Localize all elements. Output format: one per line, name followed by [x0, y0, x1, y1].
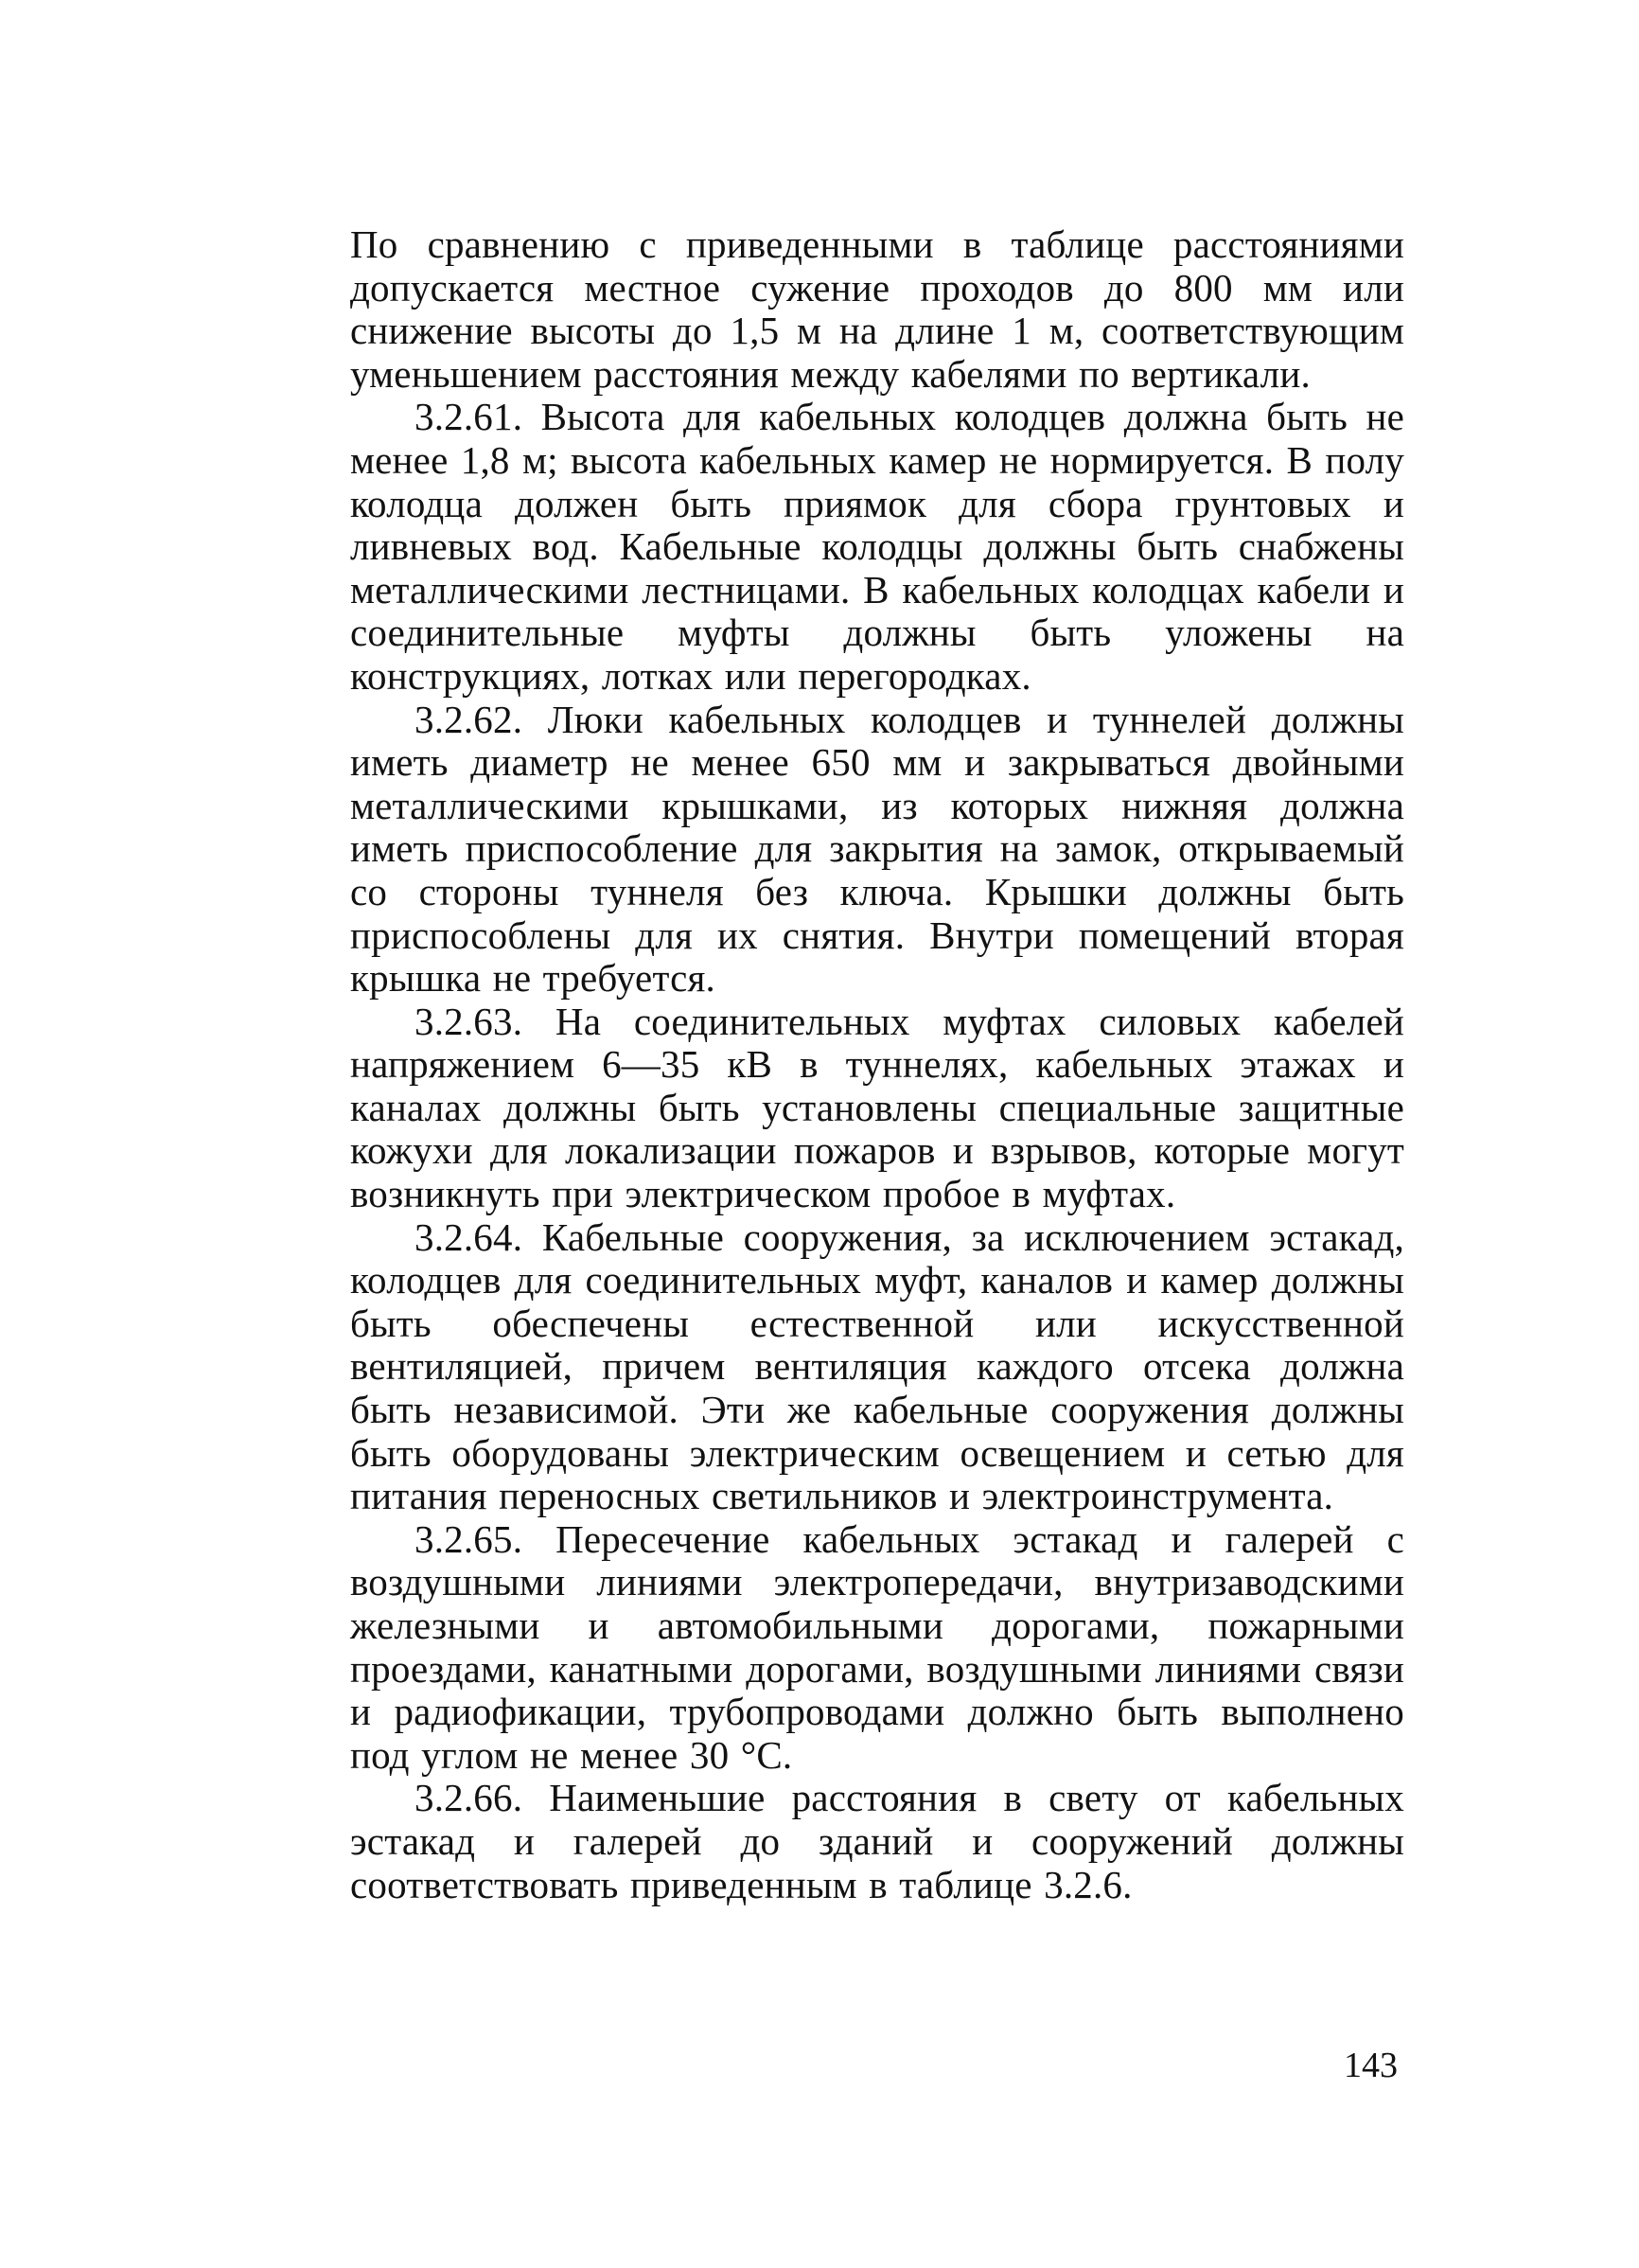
page-number: 143	[1344, 2046, 1398, 2085]
paragraph-3-2-65: 3.2.65. Пересечение кабельных эстакад и галерей с воздушными линиями электропередачи, внутризаводскими железными и автомобильными дорогами, пожарными проездами, канатными дорогами, воздушными линиями связи и радиофикации, трубопроводами должно быть выполнено под углом не менее 30 °С.	[350, 1516, 1404, 1777]
body-text	[350, 223, 1404, 1906]
paragraph-3-2-61: 3.2.61. Высота для кабельных колодцев должна быть не менее 1,8 м; высота кабельных камер не нормируется. В полу колодца должен быть приямок для сбора грунтовых и ливневых вод. Кабельные колодцы должны быть снабжены металлическими лестницами. В кабельных колодцах кабели и соединительные муфты должны быть уложены на конструкциях, лотках или перегородках.	[350, 395, 1404, 698]
paragraph-3-2-64: 3.2.64. Кабельные сооружения, за исключением эстакад, колодцев для соединительных муфт, каналов и камер должны быть обеспечены естественной или искусственной вентиляцией, причем вентиляция каждого отсека должна быть независимой. Эти же кабельные сооружения должны быть оборудованы электрическим освещением и сетью для питания переносных светильников и электроинструмента.	[350, 1214, 1404, 1518]
paragraph-continuation: По сравнению с приведенными в таблице расстояниями допускается местное сужение проходов до 800 мм или снижение высоты до 1,5 м на длине 1 м, соответствующим уменьшением расстояния между кабелями по вертикали.	[350, 222, 1404, 396]
paragraph-3-2-62: 3.2.62. Люки кабельных колодцев и туннелей должны иметь диаметр не менее 650 мм и закрываться двойными металлическими крышками, из которых нижняя должна иметь приспособление для закрытия на замок, открываемый со стороны туннеля без ключа. Крышки должны быть приспособлены для их снятия. Внутри помещений вторая крышка не требуется.	[350, 697, 1404, 1001]
paragraph-3-2-63: 3.2.63. На соединительных муфтах силовых кабелей напряжением 6—35 кВ в туннелях, кабельных этажах и каналах должны быть установлены специальные защитные кожухи для локализации пожаров и взрывов, которые могут возникнуть при электрическом пробое в муфтах.	[350, 999, 1404, 1216]
paragraph-3-2-66: 3.2.66. Наименьшие расстояния в свету от кабельных эстакад и галерей до зданий и сооружений должны соответствовать приведенным в таблице 3.2.6.	[350, 1776, 1404, 1906]
